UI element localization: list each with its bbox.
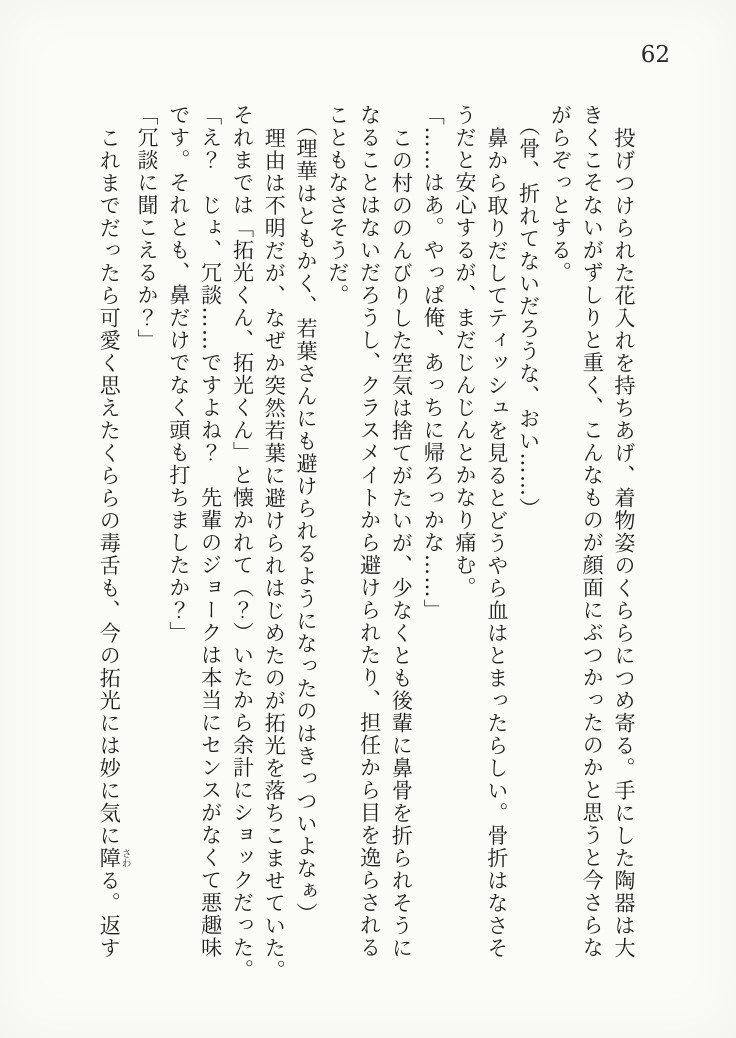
text-line: なることはないだろうし、クラスメイトから避けられたり、担任から目を逸らされる — [357, 104, 382, 959]
ruby-base: 障 — [97, 846, 122, 869]
text-line: 「え？ じょ、冗談……ですよね？ 先輩のジョークは本当にセンスがなくて悪趣味 — [198, 104, 223, 959]
text-line: （骨、折れてないだろうな、おい……） — [516, 115, 541, 520]
text-line: 投げつけられた花入れを持ちあげ、着物姿のくららにつめ寄る。手にした陶器は大 — [612, 126, 636, 959]
text-line: 「……はあ。やっぱ俺、あっちに帰ろっかな……」 — [421, 104, 446, 622]
text-line: こともなさそうだ。 — [325, 104, 350, 307]
text-line: きくこそないがずしりと重く、こんなものが顔面にぶつかったのかと思うと今さらな — [580, 104, 605, 959]
ruby-annotation — [97, 846, 131, 870]
text-segment: る。返す — [97, 869, 122, 959]
text-line: うだと安心するが、まだじんじんとかなり痛む。 — [453, 104, 478, 599]
text-line: （理華はともかく、若葉さんにも避けられるようになったのはきっついよなぁ） — [294, 115, 319, 925]
text-line: 「冗談に聞こえるか？」 — [135, 104, 160, 352]
text-line-with-ruby — [92, 104, 130, 962]
text-line: この村ののんびりした空気は捨てがたいが、少なくとも後輩に鼻骨を折られそうに — [389, 126, 414, 959]
text-line: それまでは「拓光くん、拓光くん」と懐かれて（？）いたから余計にショックだった。 — [230, 104, 255, 982]
page-number: 62 — [640, 42, 670, 68]
text-line: 鼻から取りだしてティッシュを見るとどうやら血はとまったらしい。骨折はなさそ — [484, 126, 509, 959]
ruby-furigana: さわ — [119, 846, 131, 869]
text-line: です。それとも、鼻だけでなく頭も打ちましたか？」 — [166, 104, 191, 644]
text-line: 理由は不明だが、なぜか突然若葉に避けられはじめたのが拓光を落ちこませていた。 — [262, 126, 287, 982]
text-segment: これまでだったら可愛く思えたくららの毒舌も、今の拓光には妙に気に — [97, 126, 122, 847]
text-line: がらぞっとする。 — [548, 104, 573, 284]
vertical-text-block — [92, 104, 639, 982]
